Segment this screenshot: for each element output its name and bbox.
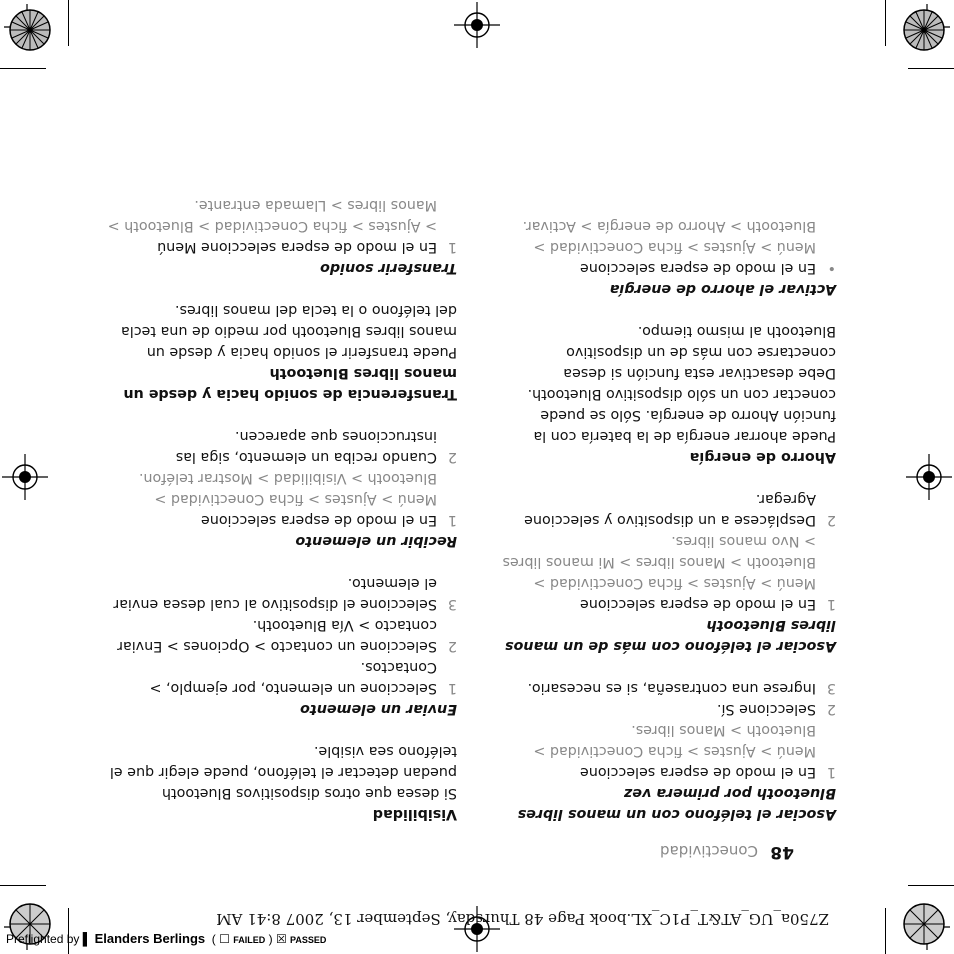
step-text: Seleccione un elemento, por ejemplo, > Contactos. (149, 659, 437, 696)
starburst-mark-icon (8, 8, 52, 52)
heading-power-save: Ahorro de energía (689, 449, 836, 465)
heading-transfer-sound: Transferir sonido (320, 260, 457, 276)
registration-mark-icon (2, 454, 48, 500)
step-number: 3 (826, 680, 836, 696)
step-number: 1 (447, 239, 457, 255)
step-number: 1 (447, 680, 457, 696)
step-text: Seleccione el dispositivo al cual desea enviar el elemento. (113, 575, 437, 612)
step-item (496, 488, 836, 530)
right-column (107, 194, 457, 824)
step-text: Ingrese una contraseña, si es necesario. (527, 680, 816, 696)
starburst-mark-icon (902, 902, 946, 946)
step-item (107, 467, 457, 530)
trim-line (885, 908, 886, 954)
step-text: En el modo de espera seleccione (579, 596, 816, 612)
trim-line (0, 885, 46, 886)
trim-line (68, 0, 69, 46)
brand-logo-icon: ▌ (82, 932, 92, 946)
passed-label: PASSED (290, 935, 327, 945)
step-text: En el modo de espera seleccione Menú (157, 239, 437, 255)
step-text: En el modo de espera seleccione (579, 764, 816, 780)
page-number: 48 (770, 842, 794, 862)
step-number: 2 (447, 638, 457, 654)
step-item (107, 656, 457, 698)
failed-checkbox-icon: ☐ (219, 932, 230, 946)
preflight-prefix: Preflighted by (6, 932, 80, 946)
trim-line (908, 885, 954, 886)
step-number: 1 (826, 596, 836, 612)
heading-visibility: Visibilidad (372, 806, 457, 822)
trim-line (885, 0, 886, 46)
registration-mark-icon (454, 2, 500, 48)
heading-activate-power-save: Activar el ahorro de energía (609, 281, 836, 297)
step-item (107, 572, 457, 614)
slug-line: Z750a_UG_AT&T_P1C_XL.book Page 48 Thursday, September 13, 2007 8:41 AM (216, 910, 829, 928)
step-text: En el modo de espera seleccione (579, 260, 816, 276)
bullet: • (827, 260, 836, 276)
step-item (496, 719, 836, 782)
failed-label: FAILED (233, 935, 266, 945)
step-number: 2 (826, 512, 836, 528)
step-text: Seleccione un contacto > Opciones > Enviar contacto > Vía Bluetooth. (117, 617, 437, 654)
preflight-stamp: Preflighted by ▌ Elanders Berlings ( ☐ FAILED ) ☒ PASSED (6, 931, 327, 946)
step-text: Seleccione Sí. (716, 701, 816, 717)
menu-path: Menú > Ajustes > ficha Conectividad > Bluetooth > Visibilidad > Mostrar teléfon. (138, 470, 437, 507)
step-item (107, 614, 457, 656)
step-text: En el modo de espera seleccione (200, 512, 437, 528)
step-number: 1 (826, 764, 836, 780)
bullet-item (496, 215, 836, 278)
heading-send-item: Enviar un elemento (300, 701, 457, 717)
step-item (496, 698, 836, 719)
step-text: Desplácese a un dispositivo y seleccione Agregar. (524, 491, 816, 528)
paragraph-visibility: Si desea que otros dispositivos Bluetooth puedan detectar el teléfono, puede elegir que el teléfono sea visible. (109, 743, 457, 801)
preflight-brand: Elanders Berlings (94, 931, 206, 946)
menu-path: Menú > Ajustes > ficha Conectividad > Bluetooth > Ahorro de energía > Activar. (522, 218, 816, 255)
heading-sound-transfer: Transferencia de sonido hacia y desde un manos libres Bluetooth (123, 365, 457, 402)
left-column (496, 215, 836, 824)
passed-checkbox-icon: ☒ (275, 932, 287, 946)
heading-pair-first: Asociar el teléfono con un manos libres Bluetooth por primera vez (517, 785, 836, 822)
step-number: 1 (447, 512, 457, 528)
step-item (496, 677, 836, 698)
step-text: Cuando reciba un elemento, siga las instrucciones que aparecen. (175, 428, 437, 465)
paragraph-sound-transfer: Puede transferir el sonido hacia y desde un manos libres Bluetooth por medio de una tecla del teléfono o la tecla del manos libres. (121, 302, 457, 360)
menu-path: Menú > Ajustes > ficha Conectividad > Bluetooth > Manos libres. (533, 722, 816, 759)
step-item (496, 530, 836, 614)
paragraph-power-save: Puede ahorrar energía de la batería con la función Ahorro de energía. Sólo se puede conectar con un sólo dispositivo Bluetooth. Debe desactivar esta función si desea conectarse con más de un dispositivo Bluetooth al mismo tiempo. (527, 323, 836, 444)
menu-path: > Ajustes > ficha Conectividad > Bluetooth > Manos libres > Llamada entrante. (107, 197, 437, 234)
step-item (107, 194, 457, 257)
registration-mark-icon (906, 454, 952, 500)
trim-line (908, 68, 954, 69)
running-header (154, 832, 794, 862)
step-number: 3 (447, 596, 457, 612)
step-number: 2 (826, 701, 836, 717)
step-number: 2 (447, 449, 457, 465)
trim-line (0, 68, 46, 69)
heading-pair-multiple: Asociar el teléfono con más de un manos libres Bluetooth (505, 617, 836, 654)
step-item (107, 425, 457, 467)
section-title: Conectividad (660, 842, 758, 860)
heading-receive-item: Recibir un elemento (295, 533, 457, 549)
menu-path: Menú > Ajustes > ficha Conectividad > Bluetooth > Manos libres > Mi manos libres > Nvo manos libres. (502, 533, 816, 591)
starburst-mark-icon (902, 8, 946, 52)
